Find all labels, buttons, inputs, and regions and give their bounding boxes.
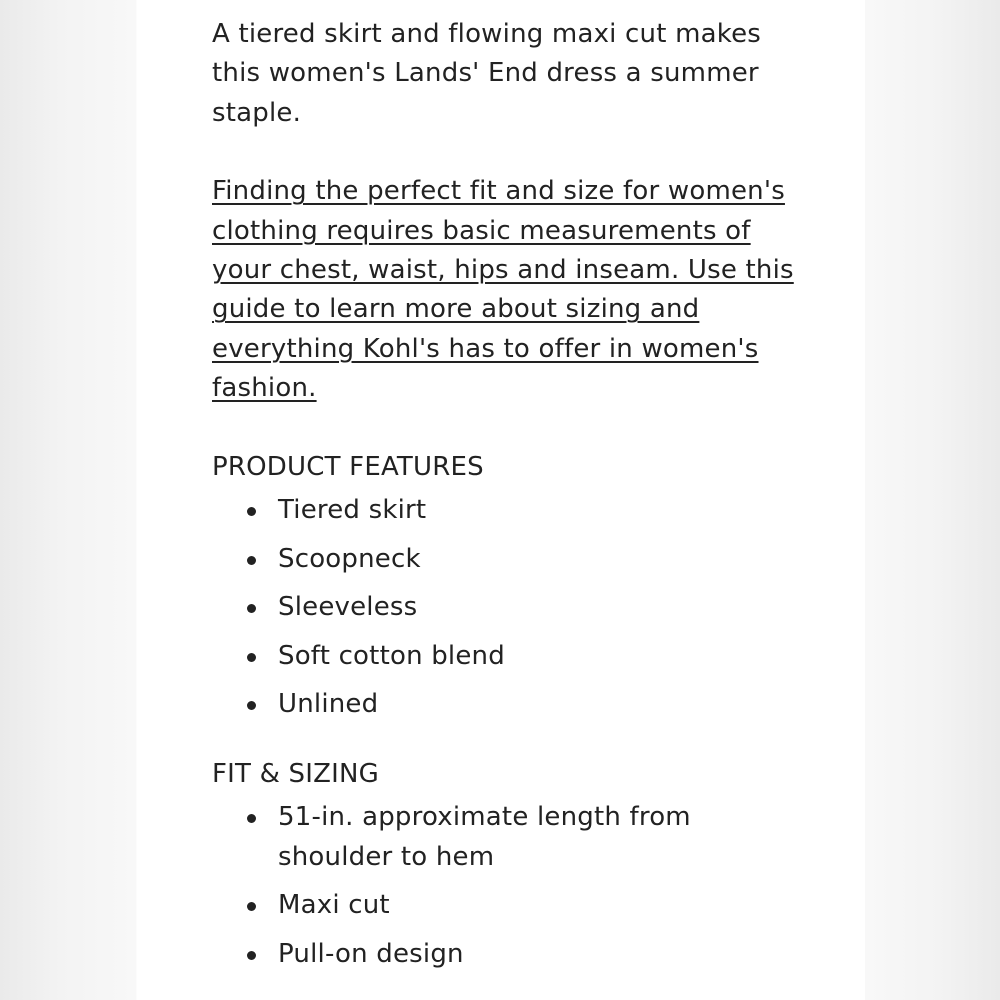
bullet-icon (247, 814, 256, 823)
list-item (212, 491, 812, 530)
list-item-text: Sleeveless (278, 592, 418, 623)
list-item (212, 637, 812, 676)
list-item (212, 540, 812, 579)
list-item-text: Soft cotton blend (278, 640, 505, 671)
intro-paragraph: A tiered skirt and flowing maxi cut makes this women's Lands' End dress a summer staple. (212, 19, 762, 128)
list-item (212, 798, 812, 877)
list-item-text: Unlined (278, 689, 379, 720)
product-features-heading: PRODUCT FEATURES (212, 451, 484, 482)
list-item-text: Scoopneck (278, 543, 421, 574)
list-item-text: Maxi cut (278, 890, 390, 921)
fit-sizing-list (212, 798, 812, 974)
bullet-icon (247, 653, 256, 662)
product-features-list (212, 491, 812, 725)
list-item (212, 886, 812, 925)
product-details-panel (137, 0, 865, 1000)
list-item-text: Tiered skirt (278, 495, 427, 526)
bullet-icon (247, 701, 256, 710)
bullet-icon (247, 556, 256, 565)
bullet-icon (247, 604, 256, 613)
list-item-text: 51-in. approximate length from shoulder to hem (278, 802, 691, 872)
sizing-guide-link[interactable]: Finding the perfect fit and size for women's clothing requires basic measurements of your chest, waist, hips and inseam. Use this guide to learn more about sizing and everything Kohl's has to offer in women's fashion. (212, 176, 794, 404)
bullet-icon (247, 951, 256, 960)
fit-sizing-heading: FIT & SIZING (212, 758, 379, 789)
bullet-icon (247, 507, 256, 516)
product-description (212, 15, 812, 983)
bullet-icon (247, 902, 256, 911)
list-item (212, 685, 812, 724)
list-item (212, 935, 812, 974)
list-item (212, 588, 812, 627)
list-item-text: Pull-on design (278, 938, 464, 969)
